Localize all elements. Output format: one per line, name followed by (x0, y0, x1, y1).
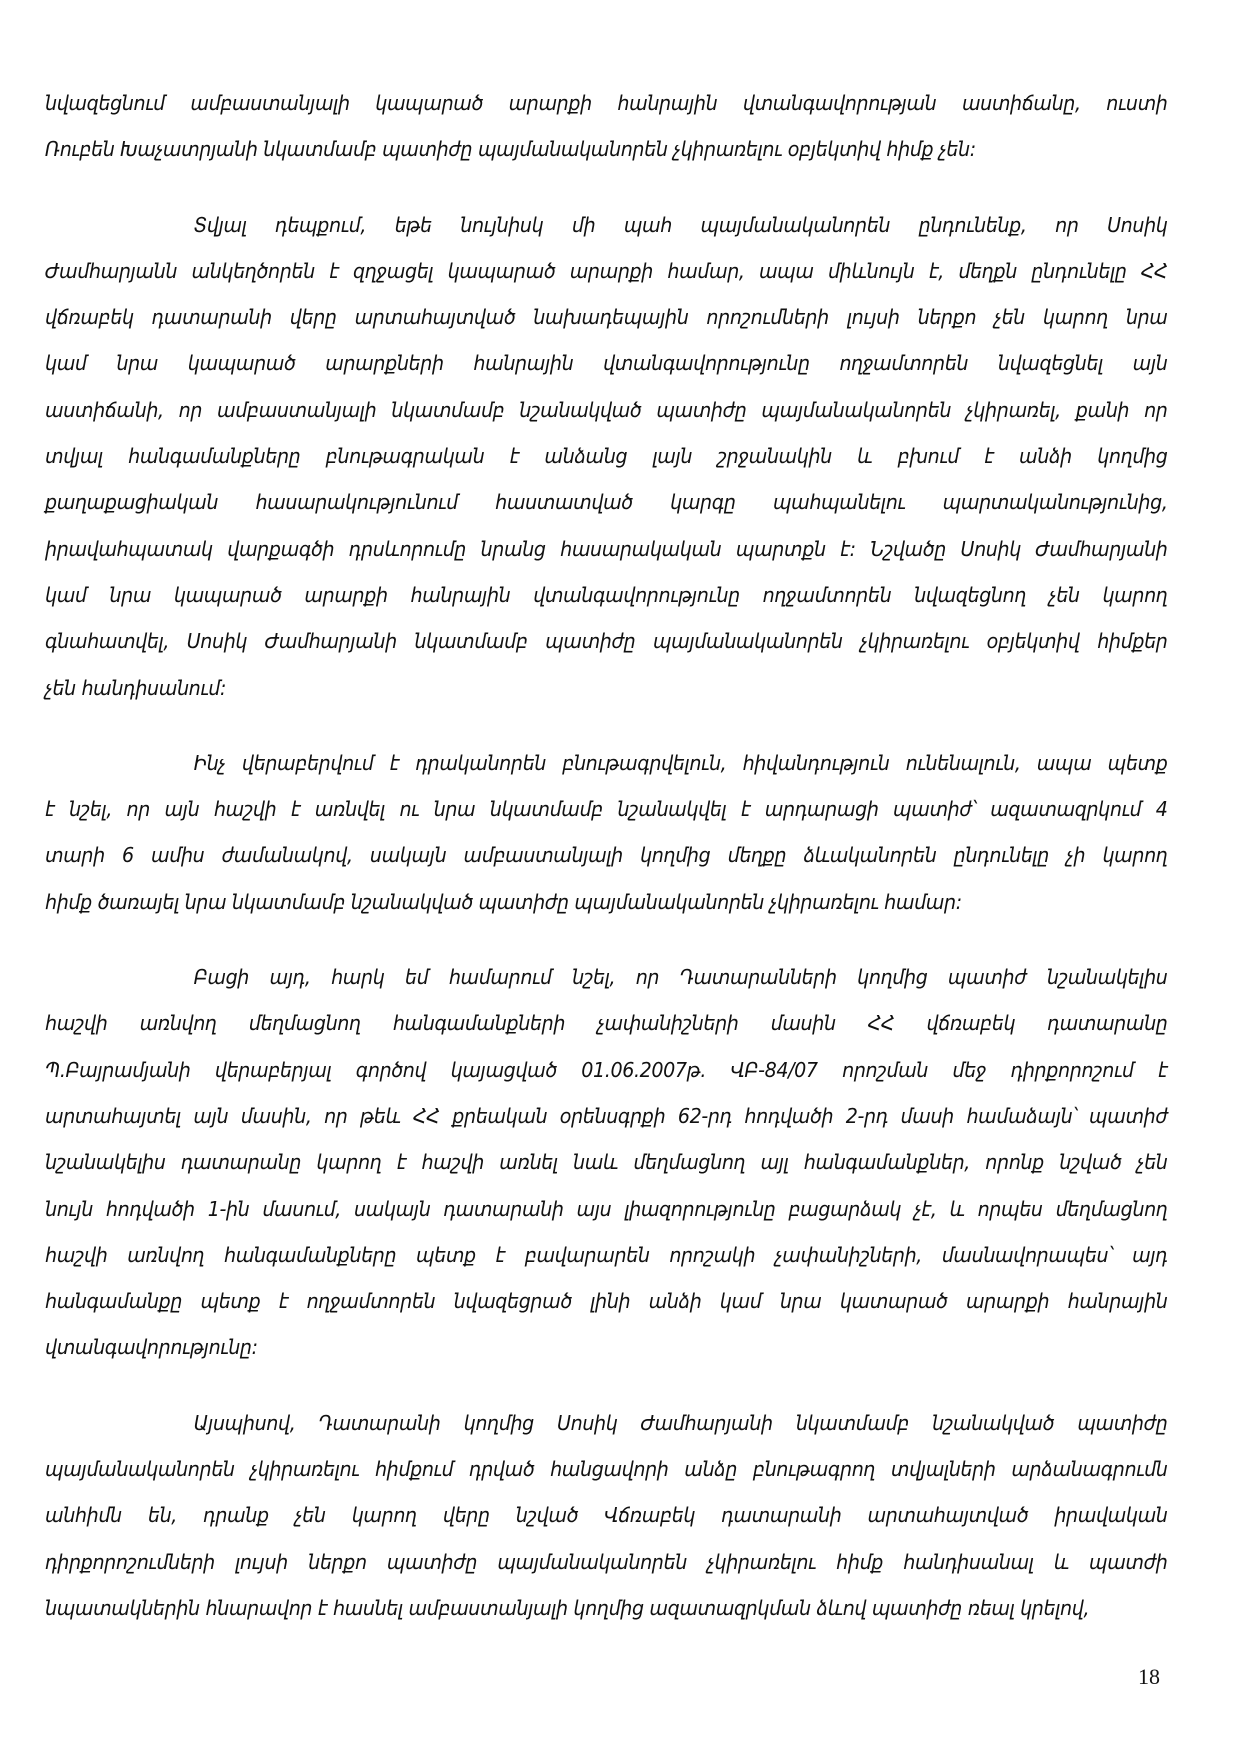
text-line: նույն հոդվածի 1-ին մասում, սակայն դատարանի այս լիազորությունը բացարձակ չէ, և որպես մեղմացնող (45, 1196, 1168, 1221)
text-line: Ռուբեն Խաչատրյանի նկատմամբ պատիժը պայմանականորեն չկիրառելու օբյեկտիվ հիմք չեն: (45, 137, 976, 162)
paragraph (45, 740, 1168, 925)
text-line: իրավահպատակ վարքագծի դրսևորումը նրանց հասարակական պարտքն է: Նշվածը Սոսիկ Ժամհարյանի (45, 536, 1168, 561)
paragraph (45, 1400, 1168, 1631)
text-line: քաղաքացիական հասարակությունում հաստատված կարգը պահպանելու պարտականությունից, (45, 490, 1168, 515)
text-line: վտանգավորությունը: (45, 1335, 258, 1360)
text-line: հաշվի առնվող մեղմացնող հանգամանքների չափանիշների մասին ՀՀ վճռաբեկ դատարանը (45, 1011, 1168, 1036)
text-line: նվազեցնում ամբաստանյալի կապարած արարքի հանրային վտանգավորության աստիճանը, ուստի (45, 91, 1168, 115)
document-body (45, 80, 1168, 1660)
text-line: պայմանականորեն չկիրառելու հիմքում դրված հանցավորի անձը բնութագրող տվյալների արձանագրումն (45, 1457, 1168, 1482)
text-line: հաշվի առնվող հանգամանքները պետք է բավարարեն որոշակի չափանիշների, մասնավորապես՝ այդ (45, 1242, 1168, 1267)
text-line: անհիմն են, դրանք չեն կարող վերը նշված Վճռաբեկ դատարանի արտահայտված իրավական (45, 1503, 1168, 1528)
page-number: 18 (1138, 1664, 1160, 1689)
text-line: վճռաբեկ դատարանի վերը արտահայտված նախադեպային որոշումների լույսի ներքո չեն կարող նրա (45, 305, 1168, 330)
text-line: տվյալ հանգամանքները բնութագրական է անձանց լայն շրջանակին և բխում է անձի կողմից (45, 444, 1168, 469)
text-line: կամ նրա կապարած արարքների հանրային վտանգավորությունը ողջամտորեն նվազեցնել այն (45, 351, 1168, 376)
text-line: արտահայտել այն մասին, որ թեև ՀՀ քրեական օրենսգրքի 62-րդ հոդվածի 2-րդ մասի համաձայն՝ պատիժ (45, 1103, 1168, 1128)
paragraph (45, 80, 1168, 173)
paragraph (45, 202, 1168, 711)
text-line: հիմք ծառայել նրա նկատմամբ նշանակված պատիժը պայմանականորեն չկիրառելու համար: (45, 889, 962, 914)
text-line: է նշել, որ այն հաշվի է առնվել ու նրա նկատմամբ նշանակվել է արդարացի պատիժ՝ ազատազրկում 4 (45, 797, 1168, 822)
paragraph (45, 954, 1168, 1371)
text-line: տարի 6 ամիս ժամանակով, սակայն ամբաստանյալի կողմից մեղքը ձևականորեն ընդունելը չի կարող (45, 843, 1168, 868)
text-line: նպատակներին հնարավոր է հասնել ամբաստանյալի կողմից ազատազրկման ձևով պատիժը ռեալ կրելով, (45, 1595, 1090, 1620)
text-line: Ինչ վերաբերվում է դրականորեն բնութագրվելուն, հիվանդություն ունենալուն, ապա պետք (193, 750, 1168, 775)
text-line: Տվյալ դեպքում, եթե նույնիսկ մի պահ պայմանականորեն ընդունենք, որ Սոսիկ (193, 212, 1168, 237)
text-line: չեն հանդիսանում: (45, 675, 227, 700)
text-line: Այսպիսով, Դատարանի կողմից Սոսիկ Ժամհարյանի նկատմամբ նշանակված պատիժը (193, 1410, 1168, 1435)
text-line: Բացի այդ, հարկ եմ համարում նշել, որ Դատարանների կողմից պատիժ նշանակելիս (193, 965, 1168, 990)
text-line: Պ.Բայրամյանի վերաբերյալ գործով կայացված 01.06.2007թ. ՎԲ-84/07 որոշման մեջ դիրքորոշում է (45, 1057, 1168, 1082)
text-line: գնահատվել, Սոսիկ Ժամհարյանի նկատմամբ պատիժը պայմանականորեն չկիրառելու օբյեկտիվ հիմքեր (45, 629, 1168, 654)
text-line: նշանակելիս դատարանը կարող է հաշվի առնել նաև մեղմացնող այլ հանգամանքներ, որոնք նշված չեն (45, 1150, 1168, 1175)
text-line: դիրքորոշումների լույսի ներքո պատիժը պայմանականորեն չկիրառելու հիմք հանդիսանալ և պատժի (45, 1549, 1168, 1574)
text-line: Ժամհարյանն անկեղծորեն է զղջացել կապարած արարքի համար, ապա միևնույն է, մեղքն ընդունելը ՀՀ (45, 258, 1168, 283)
text-line: աստիճանի, որ ամբաստանյալի նկատմամբ նշանակված պատիժը պայմանականորեն չկիրառել, քանի որ (45, 397, 1168, 422)
text-line: հանգամանքը պետք է ողջամտորեն նվազեցրած լինի անձի կամ նրա կատարած արարքի հանրային (45, 1289, 1168, 1314)
text-line: կամ նրա կապարած արարքի հանրային վտանգավորությունը ողջամտորեն նվազեցնող չեն կարող (45, 582, 1168, 607)
